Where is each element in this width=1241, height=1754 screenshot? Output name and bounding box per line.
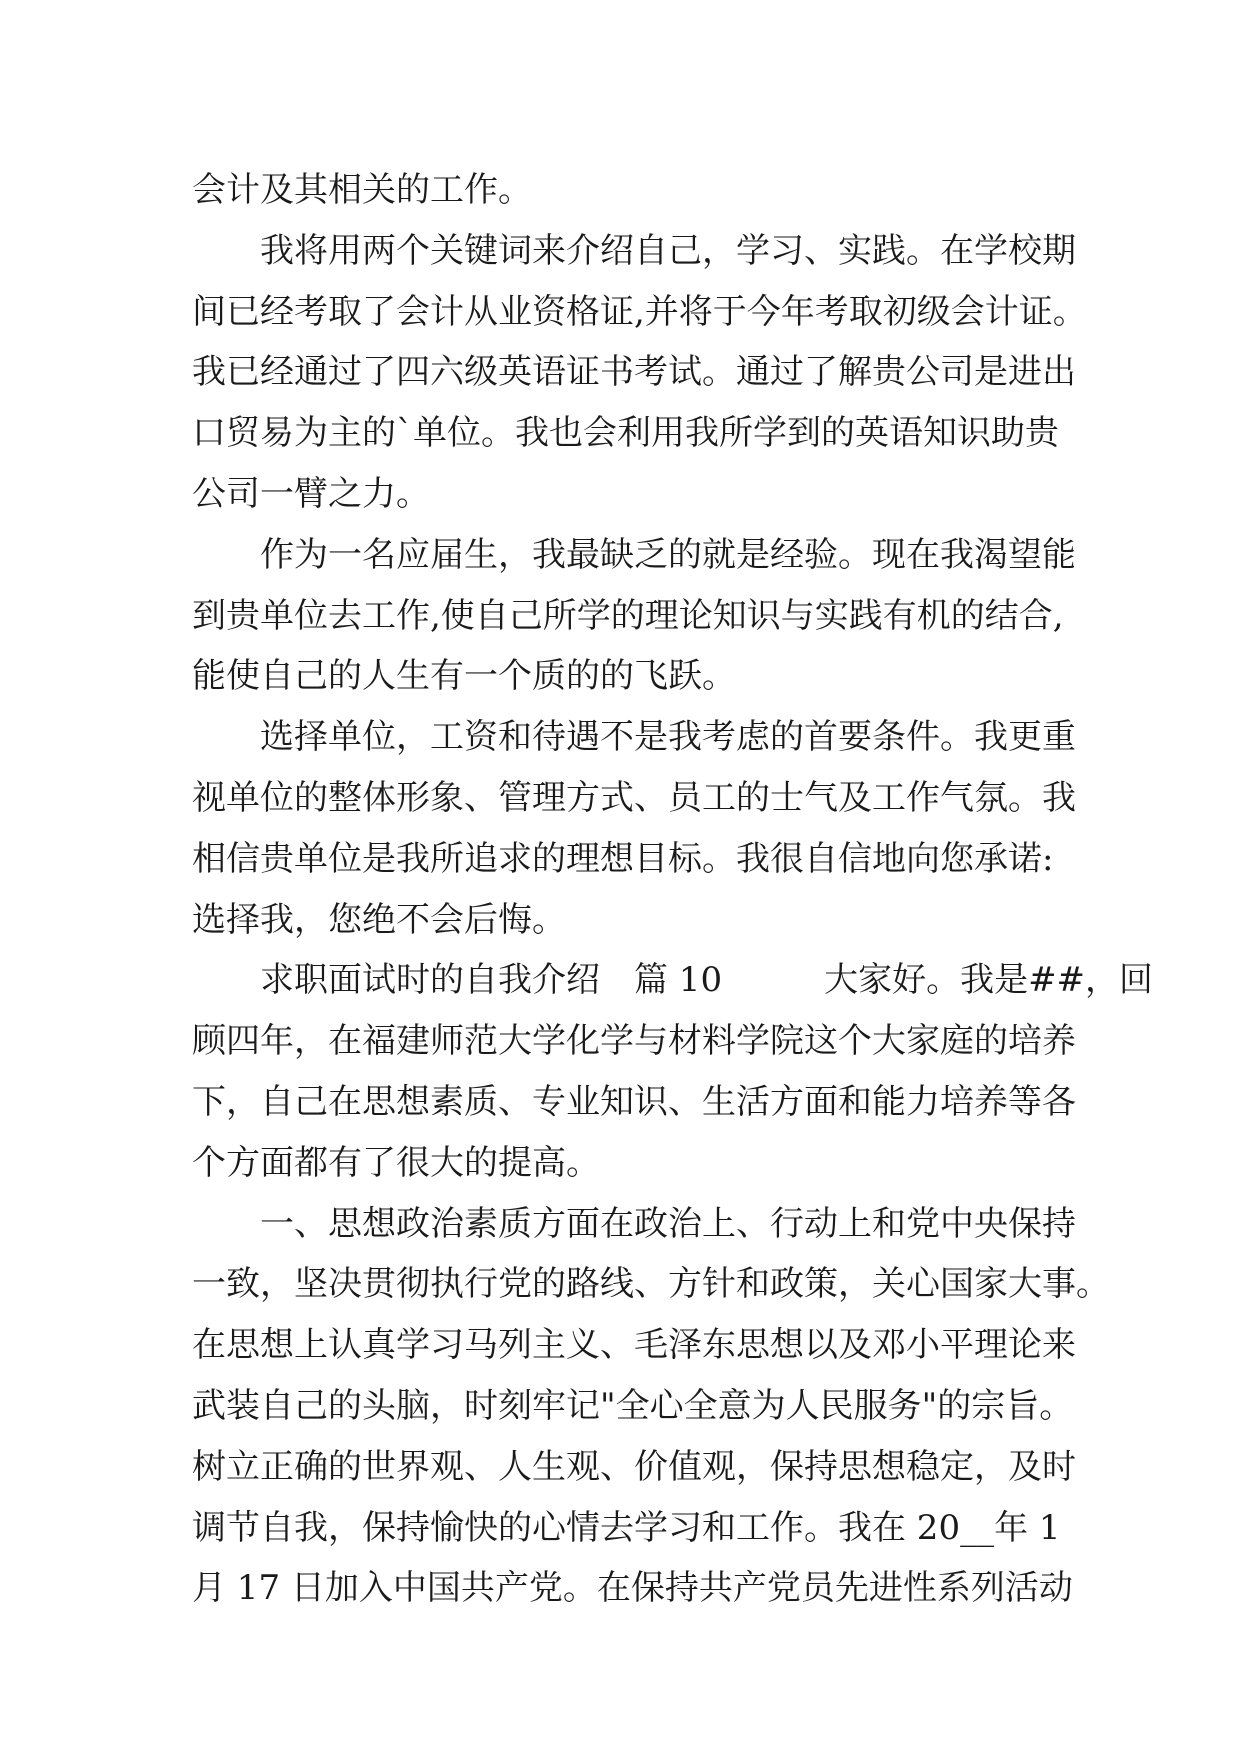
text-line: 到贵单位去工作,使自己所学的理论知识与实践有机的结合, <box>192 595 1064 636</box>
text-line: 口贸易为主的`单位。我也会利用我所学到的英语知识助贵 <box>192 413 1059 454</box>
text-line: 能使自己的人生有一个质的的飞跃。 <box>192 656 736 697</box>
text-line: 间已经考取了会计从业资格证,并将于今年考取初级会计证。 <box>192 291 1087 332</box>
text-line: 公司一臂之力。 <box>192 473 430 514</box>
body-text <box>192 160 1154 1619</box>
text-line: 树立正确的世界观、人生观、价值观，保持思想稳定，及时 <box>192 1446 1076 1487</box>
text-line: 在思想上认真学习马列主义、毛泽东思想以及邓小平理论来 <box>192 1325 1076 1366</box>
text-line: 调节自我，保持愉快的心情去学习和工作。我在 20__年 1 <box>192 1507 1061 1548</box>
text-line: 我已经通过了四六级英语证书考试。通过了解贵公司是进出 <box>192 352 1076 393</box>
text-line: 我将用两个关键词来介绍自己，学习、实践。在学校期 <box>192 230 1076 271</box>
text-line: 选择单位，工资和待遇不是我考虑的首要条件。我更重 <box>192 717 1076 758</box>
text-line: 相信贵单位是我所追求的理想目标。我很自信地向您承诺: <box>192 838 1054 879</box>
text-line: 求职面试时的自我介绍 篇 10 大家好。我是##，回 <box>192 960 1154 1001</box>
text-line: 月 17 日加入中国共产党。在保持共产党员先进性系列活动 <box>192 1568 1073 1609</box>
text-line: 一、思想政治素质方面在政治上、行动上和党中央保持 <box>192 1203 1076 1244</box>
text-line: 顾四年，在福建师范大学化学与材料学院这个大家庭的培养 <box>192 1021 1076 1062</box>
text-line: 选择我，您绝不会后悔。 <box>192 899 566 940</box>
text-line: 武装自己的头脑，时刻牢记"全心全意为人民服务"的宗旨。 <box>192 1385 1074 1426</box>
text-line: 会计及其相关的工作。 <box>192 170 532 210</box>
text-line: 个方面都有了很大的提高。 <box>192 1142 600 1183</box>
text-line: 下，自己在思想素质、专业知识、生活方面和能力培养等各 <box>192 1081 1076 1122</box>
text-line: 视单位的整体形象、管理方式、员工的士气及工作气氛。我 <box>192 777 1076 818</box>
text-line: 作为一名应届生，我最缺乏的就是经验。现在我渴望能 <box>192 534 1076 575</box>
text-line: 一致，坚决贯彻执行党的路线、方针和政策，关心国家大事。 <box>192 1264 1110 1305</box>
